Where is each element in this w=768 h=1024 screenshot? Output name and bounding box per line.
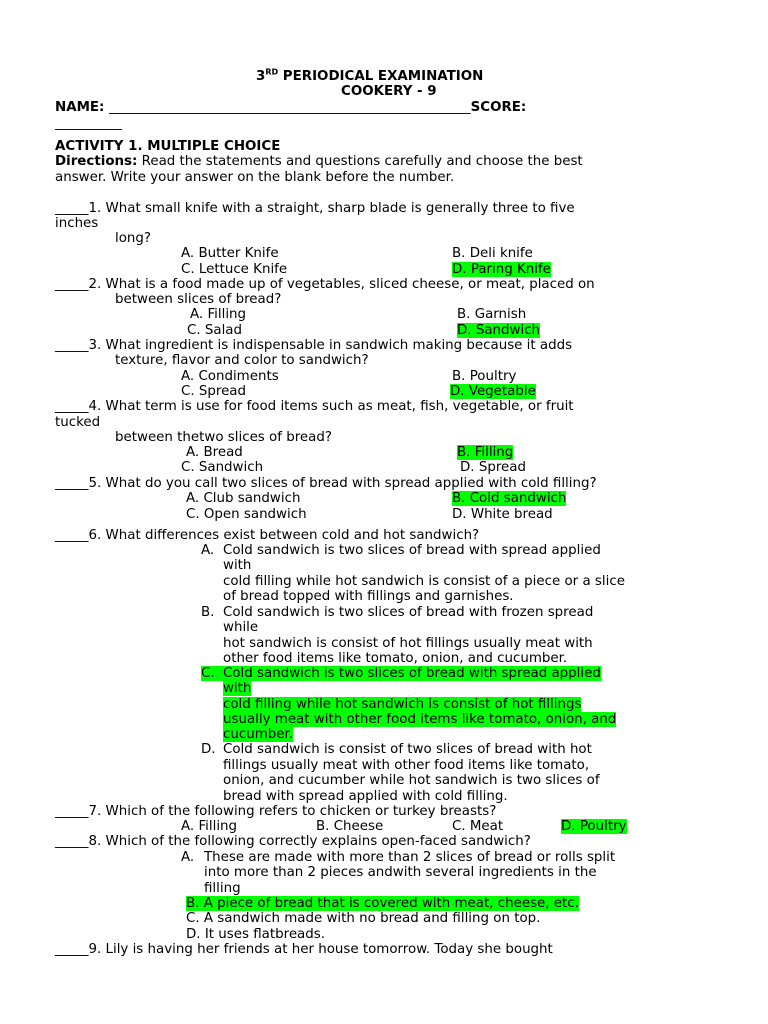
q1-choice-b: B. Deli knife [452,246,533,261]
q6-choice-a-line3: cold filling while hot sandwich is consist of a piece or a slice [223,574,625,589]
q8-choice-b-answer: B. A piece of bread that is covered with meat, cheese, etc. [186,896,579,911]
q6-choice-c-line5: cucumber. [223,727,294,742]
q1-choice-c: C. Lettuce Knife [181,262,288,277]
q4-choice-a: A. Bread [186,445,243,460]
q8-choice-a-label: A. [181,850,195,865]
question-1-stem: _____1. What small knife with a straight, sharp blade is generally three to five [55,201,575,216]
q1-choice-a: A. Butter Knife [181,246,279,261]
q2-choice-c: C. Salad [187,323,242,338]
q6-choice-c-line1: Cold sandwich is two slices of bread with spread applied [223,666,601,681]
q7-choice-b: B. Cheese [316,819,384,834]
q3-choice-a: A. Condiments [181,369,279,384]
question-2-stem: _____2. What is a food made up of vegetables, sliced cheese, or meat, placed on [55,277,595,292]
directions-line2: answer. Write your answer on the blank before the number. [55,170,455,185]
q3-choice-b: B. Poultry [452,369,517,384]
q8-choice-a-line3: filling [204,881,241,896]
q6-choice-a-line1: Cold sandwich is two slices of bread with spread applied [223,543,601,558]
q2-choice-a: A. Filling [190,307,247,322]
q6-choice-a-line2: with [223,558,252,573]
q6-choice-b-line1: Cold sandwich is two slices of bread with frozen spread [223,605,594,620]
question-8-stem: _____8. Which of the following correctly explains open-faced sandwich? [55,834,531,849]
q5-choice-d: D. White bread [452,507,553,522]
q7-choice-c: C. Meat [452,819,504,834]
question-1-stem-cont2: long? [115,231,152,246]
q4-choice-b-answer: B. Filling [457,445,514,460]
q8-choice-a-line1: These are made with more than 2 slices of bread or rolls split [204,850,616,865]
score-label: SCORE: [470,100,527,115]
question-3-stem-cont: texture, flavor and color to sandwich? [115,353,369,368]
q6-choice-d-line3: onion, and cucumber while hot sandwich is two slices of [223,773,600,788]
q1-choice-d-answer: D. Paring Knife [452,262,551,277]
q8-choice-c: C. A sandwich made with no bread and filling on top. [186,911,541,926]
directions-label: Directions: [55,154,138,169]
q6-choice-d-label: D. [201,742,216,757]
title-prefix: 3 [256,69,266,84]
q6-choice-c-label: C. [201,666,223,681]
q8-choice-a-line2: into more than 2 pieces andwith several ingredients in the [204,865,597,880]
q6-choice-b-label: B. [201,605,215,620]
q5-choice-b-answer: B. Cold sandwich [452,491,567,506]
question-3-stem: _____3. What ingredient is indispensable in sandwich making because it adds [55,338,573,353]
q6-choice-b-line2: while [223,620,259,635]
q6-choice-d-line2: fillings usually meat with other food items like tomato, [223,758,590,773]
q4-choice-d: D. Spread [460,460,526,475]
directions-text: Read the statements and questions carefully and choose the best [137,154,583,169]
name-label: NAME: [55,100,110,115]
q6-choice-a-line4: of bread topped with fillings and garnishes. [223,589,514,604]
q6-choice-b-line4: other food items like tomato, onion, and cucumber. [223,651,568,666]
question-9-stem: _____9. Lily is having her friends at her house tomorrow. Today she bought [55,942,553,957]
q5-choice-a: A. Club sandwich [186,491,301,506]
q6-choice-c-line3: cold filling while hot sandwich is consist of hot fillings [223,697,582,712]
q2-choice-d-answer: D. Sandwich [457,323,541,338]
question-6-stem: _____6. What differences exist between cold and hot sandwich? [55,528,480,543]
question-7-stem: _____7. Which of the following refers to chicken or turkey breasts? [55,804,497,819]
title-superscript: RD [265,67,279,77]
q3-choice-d-answer: D. Vegetable [450,384,536,399]
question-4-stem-cont2: between thetwo slices of bread? [115,430,332,445]
q7-choice-d-answer: D. Poultry [561,819,627,834]
exam-subject: COOKERY - 9 [341,84,437,99]
q6-choice-a-label: A. [201,543,215,558]
activity-title: ACTIVITY 1. MULTIPLE CHOICE [55,139,281,154]
q6-choice-d-line4: bread with spread applied with cold filling. [223,789,508,804]
question-5-stem: _____5. What do you call two slices of bread with spread applied with cold filling? [55,476,597,491]
q5-choice-c: C. Open sandwich [186,507,307,522]
q6-choice-d-line1: Cold sandwich is consist of two slices of bread with hot [223,742,592,757]
q2-choice-b: B. Garnish [457,307,527,322]
q6-choice-c-line2: with [223,681,252,696]
q7-choice-a: A. Filling [181,819,238,834]
q6-choice-b-line3: hot sandwich is consist of hot fillings usually meat with [223,636,593,651]
title-rest: PERIODICAL EXAMINATION [278,69,484,84]
question-1-stem-cont: inches [55,216,99,231]
question-2-stem-cont: between slices of bread? [115,292,282,307]
q4-choice-c: C. Sandwich [181,460,264,475]
q3-choice-c: C. Spread [181,384,247,399]
directions-line1 [55,154,583,169]
score-blank[interactable]: __________ [55,116,122,131]
exam-title [256,69,483,84]
q6-choice-c-line4: usually meat with other food items like tomato, onion, and [223,712,617,727]
q8-choice-d: D. It uses flatbreads. [186,927,325,942]
question-4-stem-cont: tucked [55,415,101,430]
name-blank[interactable]: ______________________________________________________ [109,100,471,115]
question-4-stem: _____4. What term is use for food items such as meat, fish, vegetable, or fruit [55,399,574,414]
name-line [55,100,526,115]
